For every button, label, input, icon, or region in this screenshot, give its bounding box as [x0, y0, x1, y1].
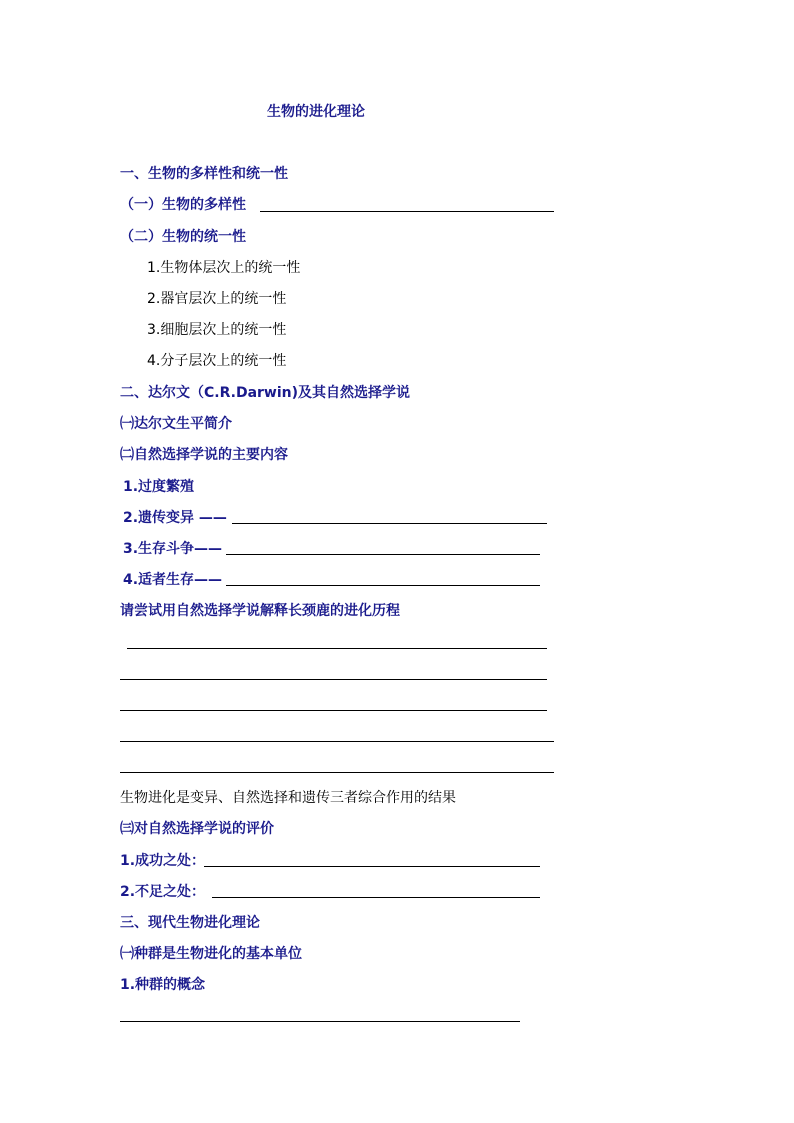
unity-item: 3.细胞层次上的统一性 [147, 322, 287, 338]
answer-line [120, 741, 554, 742]
answer-line [260, 211, 554, 212]
page-title: 生物的进化理论 [267, 104, 365, 120]
flaw-label: 2.不足之处： [120, 884, 206, 900]
answer-line [204, 866, 540, 867]
theory-point: 2.遗传变异 —— [123, 510, 227, 526]
theory-point: 3.生存斗争—— [123, 541, 223, 557]
answer-line [127, 648, 547, 649]
section-1-heading: 一、生物的多样性和统一性 [120, 166, 288, 182]
section-2-sub-3: ㈢对自然选择学说的评价 [120, 821, 274, 837]
evolution-conclusion: 生物进化是变异、自然选择和遗传三者综合作用的结果 [120, 790, 456, 806]
answer-line [120, 1021, 520, 1022]
merit-label: 1.成功之处： [120, 853, 206, 869]
unity-item: 4.分子层次上的统一性 [147, 353, 287, 369]
section-1-sub-2: （二）生物的统一性 [120, 229, 246, 245]
answer-line [120, 710, 547, 711]
section-2-heading: 二、达尔文（C.R.Darwin)及其自然选择学说 [120, 385, 411, 401]
giraffe-question: 请尝试用自然选择学说解释长颈鹿的进化历程 [120, 603, 400, 619]
section-2-sub-1: ㈠达尔文生平简介 [120, 416, 232, 432]
answer-line [226, 585, 540, 586]
answer-line [226, 554, 540, 555]
section-3-heading: 三、现代生物进化理论 [120, 915, 260, 931]
section-2-sub-2: ㈡自然选择学说的主要内容 [120, 447, 288, 463]
theory-point: 4.适者生存—— [123, 572, 223, 588]
section-3-sub-1: ㈠种群是生物进化的基本单位 [120, 946, 302, 962]
population-concept-label: 1.种群的概念 [120, 977, 206, 993]
section-1-sub-1: （一）生物的多样性 [120, 197, 246, 213]
answer-line [120, 679, 547, 680]
theory-point: 1.过度繁殖 [123, 479, 195, 495]
unity-item: 1.生物体层次上的统一性 [147, 260, 301, 276]
answer-line [120, 772, 554, 773]
answer-line [212, 897, 540, 898]
unity-item: 2.器官层次上的统一性 [147, 291, 287, 307]
answer-line [232, 523, 547, 524]
